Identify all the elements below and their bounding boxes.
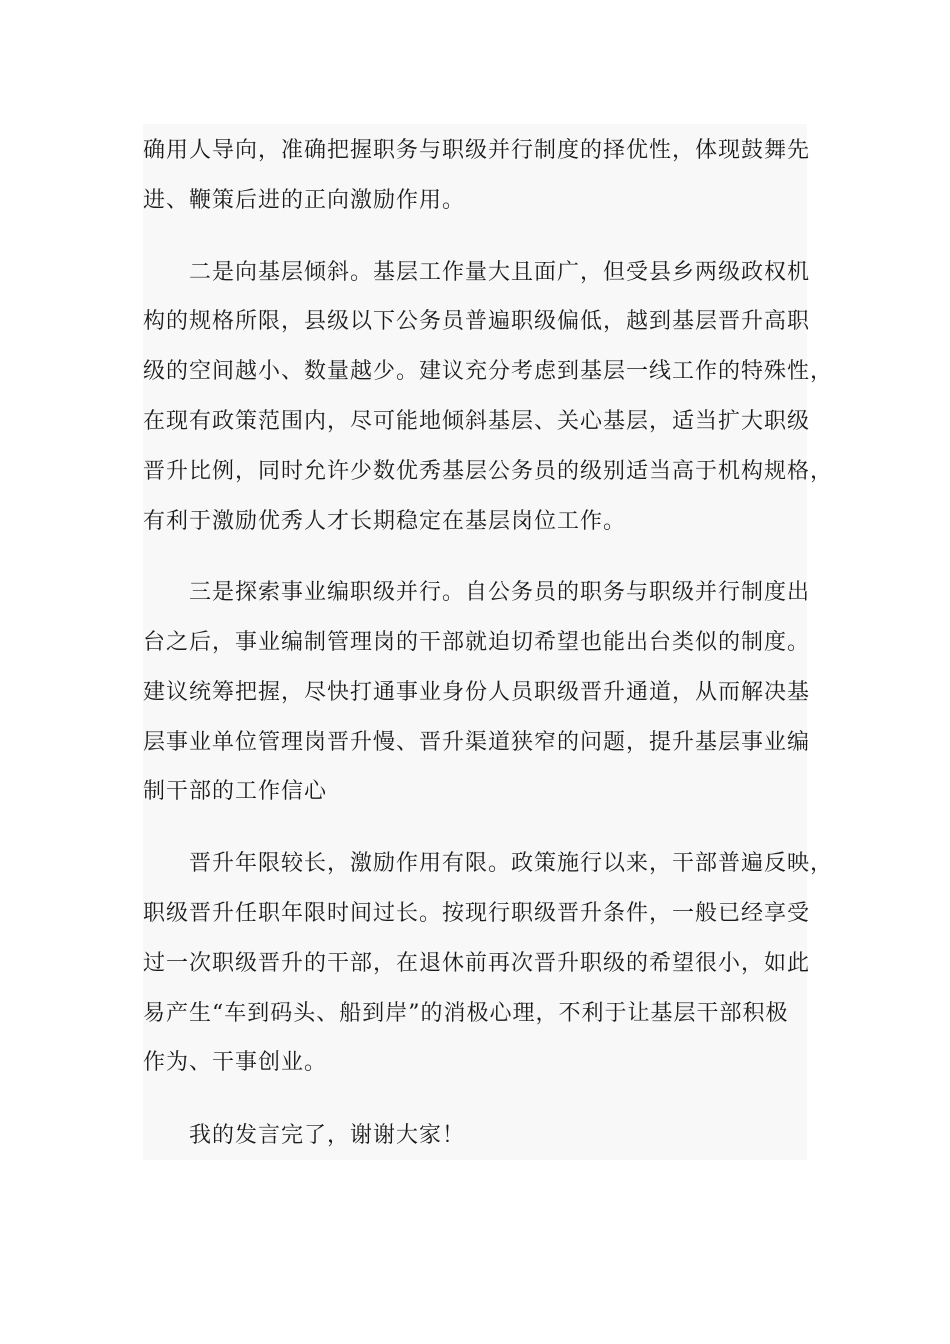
paragraph-line: 制干部的工作信心 [143,779,328,804]
paragraph-line: 作为、干事创业。 [143,1050,328,1075]
paragraph-line: 进、鞭策后进的正向激励作用。 [143,188,466,213]
paragraph-line: 职级晋升任职年限时间过长。按现行职级晋升条件，一般已经享受 [143,901,811,926]
paragraph-line: 台之后，事业编制管理岗的干部就迫切希望也能出台类似的制度。 [143,630,811,655]
paragraph-line: 级的空间越小、数量越少。建议充分考虑到基层一线工作的特殊性， [143,359,834,384]
paragraph-line: 层事业单位管理岗晋升慢、晋升渠道狭窄的问题，提升基层事业编 [143,730,811,755]
paragraph-line: 确用人导向，准确把握职务与职级并行制度的择优性，体现鼓舞先 [143,138,811,163]
closing-line: 我的发言完了，谢谢大家！ [189,1123,466,1148]
paragraph-line: 晋升年限较长，激励作用有限。政策施行以来，干部普遍反映， [189,851,834,876]
paragraph-line: 易产生“车到码头、船到岸”的消极心理，不利于让基层干部积极 [143,1001,789,1026]
paragraph-line: 晋升比例，同时允许少数优秀基层公务员的级别适当高于机构规格， [143,459,834,484]
paragraph-line: 在现有政策范围内，尽可能地倾斜基层、关心基层，适当扩大职级 [143,409,811,434]
paragraph-line: 二是向基层倾斜。基层工作量大且面广，但受县乡两级政权机 [189,260,811,285]
paragraph-line: 有利于激励优秀人才长期稳定在基层岗位工作。 [143,509,627,534]
paragraph-line: 建议统筹把握，尽快打通事业身份人员职级晋升通道，从而解决基 [143,680,811,705]
paragraph-line: 构的规格所限，县级以下公务员普遍职级偏低，越到基层晋升高职 [143,309,811,334]
paragraph-line: 过一次职级晋升的干部，在退休前再次晋升职级的希望很小，如此 [143,951,811,976]
paragraph-line: 三是探索事业编职级并行。自公务员的职务与职级并行制度出 [189,580,811,605]
